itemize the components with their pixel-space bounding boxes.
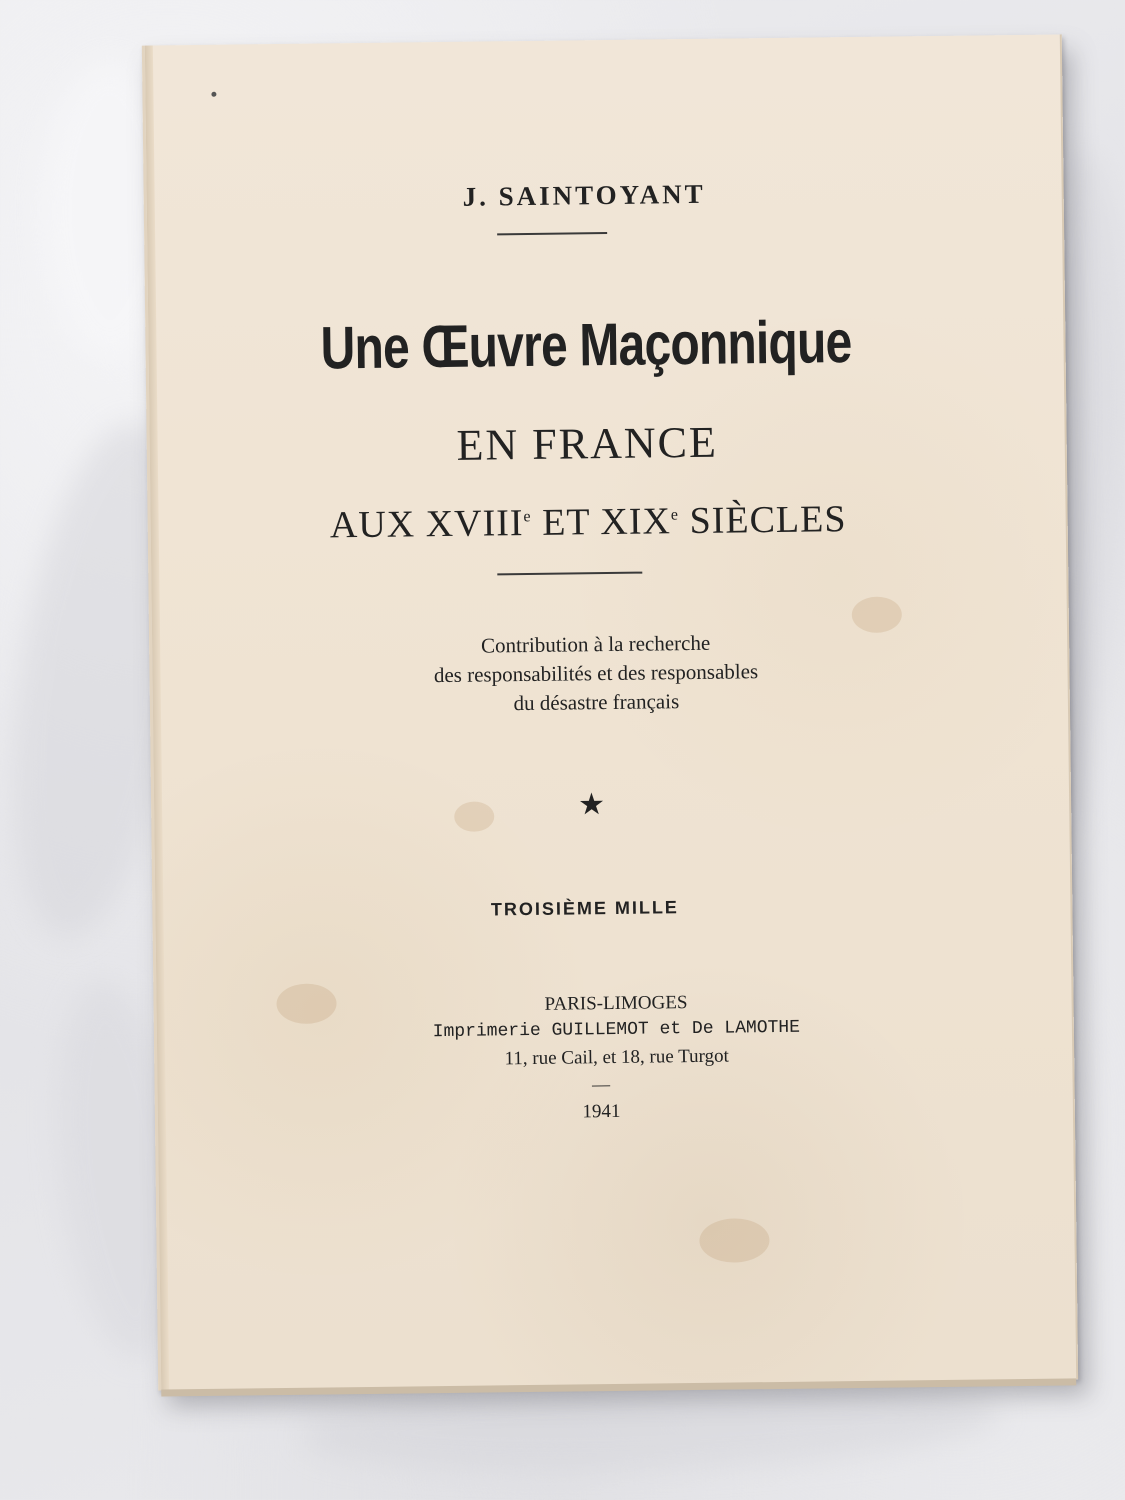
publisher-city: PARIS-LIMOGES <box>544 992 688 1015</box>
publication-year: 1941 <box>582 1100 621 1123</box>
book <box>142 34 1078 1390</box>
star-ornament: ★ <box>577 787 606 823</box>
title-main: Une Œuvre Maçonnique <box>320 308 852 382</box>
author: J. SAINTOYANT <box>462 178 706 212</box>
title-line-2: EN FRANCE <box>456 417 719 470</box>
title-line-3-part: ET XIX <box>531 500 672 544</box>
title-line-3-part: SIÈCLES <box>678 498 847 543</box>
publisher-block <box>158 984 1074 1076</box>
superscript: e <box>670 506 680 524</box>
publisher-name: Imprimerie GUILLEMOT et De LAMOTHE <box>432 1017 801 1043</box>
title-line-3-part: AUX XVIII <box>329 502 524 547</box>
ink-dot <box>211 92 216 97</box>
divider-rule <box>497 232 607 235</box>
book-cover <box>142 34 1078 1390</box>
subtitle-line: Contribution à la recherche <box>480 630 711 658</box>
superscript: e <box>523 508 532 526</box>
separator-dash: — <box>591 1074 611 1095</box>
subtitle-line: des responsabilités et des responsables <box>433 659 759 688</box>
subtitle <box>138 625 1054 723</box>
subtitle-line: du désastre français <box>513 689 680 716</box>
title-line-3 <box>130 495 1045 550</box>
publisher-address: 11, rue Cail, et 18, rue Turgot <box>504 1045 729 1070</box>
divider-rule <box>497 572 642 576</box>
foxing-spot <box>699 1218 770 1263</box>
edition-label: TROISIÈME MILLE <box>490 897 680 920</box>
